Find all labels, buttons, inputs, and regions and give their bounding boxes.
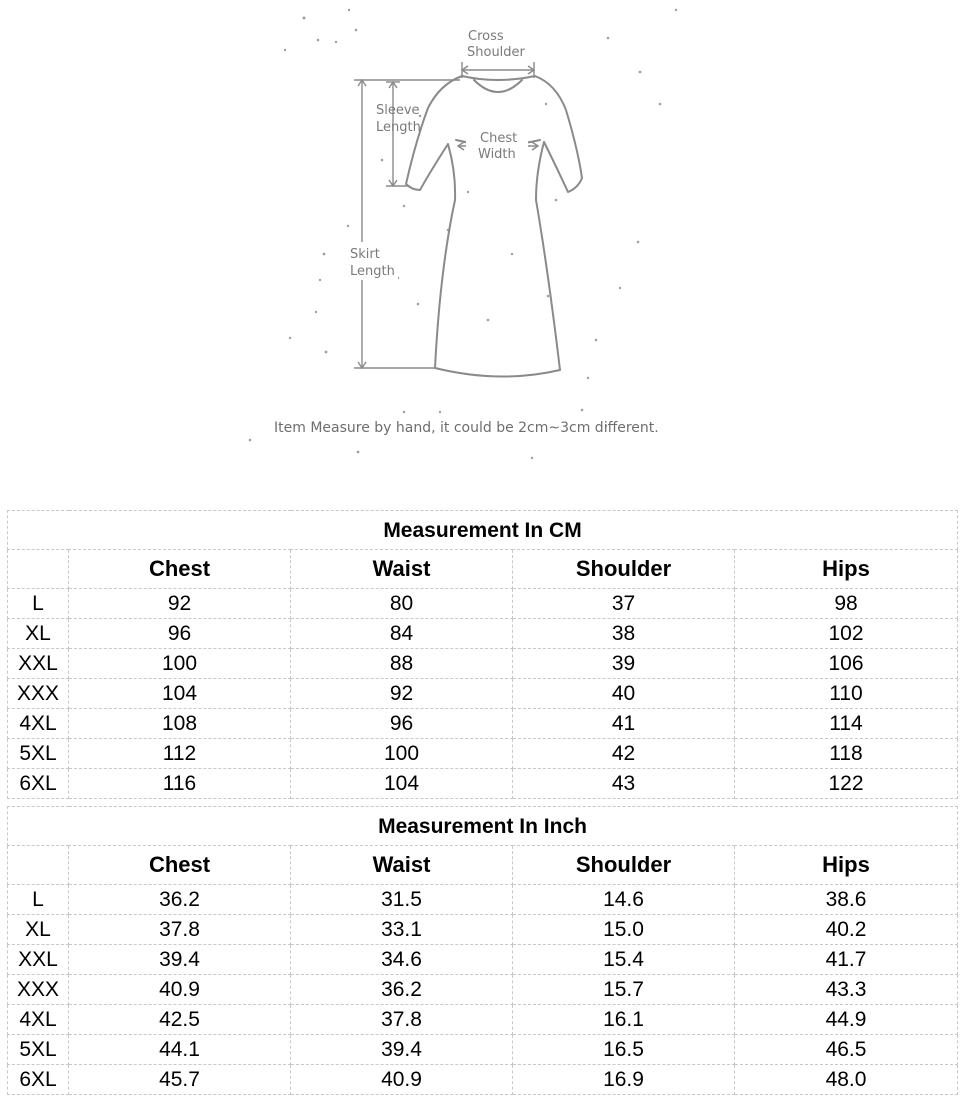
size-cell: L bbox=[8, 589, 69, 619]
column-header: Hips bbox=[735, 550, 958, 589]
value-cell: 14.6 bbox=[513, 885, 735, 915]
value-cell: 104 bbox=[291, 769, 513, 799]
value-cell: 48.0 bbox=[735, 1065, 958, 1095]
value-cell: 46.5 bbox=[735, 1035, 958, 1065]
value-cell: 96 bbox=[69, 619, 291, 649]
table-row bbox=[8, 679, 958, 709]
size-cell: 4XL bbox=[8, 709, 69, 739]
size-cell: 4XL bbox=[8, 1005, 69, 1035]
size-cell: XXX bbox=[8, 975, 69, 1005]
cross-shoulder-label-1: Cross bbox=[468, 29, 504, 44]
value-cell: 88 bbox=[291, 649, 513, 679]
sleeve-length-label-2: Length bbox=[376, 120, 421, 135]
value-cell: 42 bbox=[513, 739, 735, 769]
size-cell: XXL bbox=[8, 945, 69, 975]
value-cell: 15.4 bbox=[513, 945, 735, 975]
size-table-cm bbox=[7, 510, 958, 799]
header-row bbox=[8, 550, 958, 589]
column-header bbox=[8, 846, 69, 885]
table-row bbox=[8, 769, 958, 799]
size-cell: XXX bbox=[8, 679, 69, 709]
value-cell: 110 bbox=[735, 679, 958, 709]
value-cell: 98 bbox=[735, 589, 958, 619]
value-cell: 37.8 bbox=[69, 915, 291, 945]
value-cell: 114 bbox=[735, 709, 958, 739]
value-cell: 16.9 bbox=[513, 1065, 735, 1095]
table-row bbox=[8, 739, 958, 769]
column-header: Waist bbox=[291, 846, 513, 885]
column-header: Waist bbox=[291, 550, 513, 589]
table-row bbox=[8, 1035, 958, 1065]
value-cell: 104 bbox=[69, 679, 291, 709]
chest-width-label-1: Chest bbox=[480, 131, 518, 146]
dress-sketch bbox=[0, 0, 962, 480]
table-row bbox=[8, 885, 958, 915]
column-header: Hips bbox=[735, 846, 958, 885]
value-cell: 41 bbox=[513, 709, 735, 739]
value-cell: 34.6 bbox=[291, 945, 513, 975]
size-cell: 6XL bbox=[8, 769, 69, 799]
value-cell: 96 bbox=[291, 709, 513, 739]
value-cell: 36.2 bbox=[291, 975, 513, 1005]
value-cell: 42.5 bbox=[69, 1005, 291, 1035]
value-cell: 40.9 bbox=[69, 975, 291, 1005]
value-cell: 37 bbox=[513, 589, 735, 619]
value-cell: 45.7 bbox=[69, 1065, 291, 1095]
table-row bbox=[8, 589, 958, 619]
measure-note: Item Measure by hand, it could be 2cm~3cm different. bbox=[274, 420, 659, 436]
value-cell: 33.1 bbox=[291, 915, 513, 945]
value-cell: 40.9 bbox=[291, 1065, 513, 1095]
size-cell: 5XL bbox=[8, 739, 69, 769]
value-cell: 102 bbox=[735, 619, 958, 649]
size-cell: 6XL bbox=[8, 1065, 69, 1095]
value-cell: 112 bbox=[69, 739, 291, 769]
value-cell: 41.7 bbox=[735, 945, 958, 975]
table-row bbox=[8, 619, 958, 649]
value-cell: 43 bbox=[513, 769, 735, 799]
column-header bbox=[8, 550, 69, 589]
value-cell: 40 bbox=[513, 679, 735, 709]
value-cell: 16.1 bbox=[513, 1005, 735, 1035]
value-cell: 40.2 bbox=[735, 915, 958, 945]
value-cell: 100 bbox=[69, 649, 291, 679]
value-cell: 36.2 bbox=[69, 885, 291, 915]
value-cell: 16.5 bbox=[513, 1035, 735, 1065]
column-header: Shoulder bbox=[513, 550, 735, 589]
table-title: Measurement In Inch bbox=[8, 807, 958, 846]
value-cell: 92 bbox=[69, 589, 291, 619]
value-cell: 31.5 bbox=[291, 885, 513, 915]
value-cell: 39.4 bbox=[69, 945, 291, 975]
size-cell: L bbox=[8, 885, 69, 915]
sleeve-length-label-1: Sleeve bbox=[376, 103, 420, 118]
size-table-inch bbox=[7, 806, 958, 1095]
size-cell: 5XL bbox=[8, 1035, 69, 1065]
table-row bbox=[8, 975, 958, 1005]
size-cell: XXL bbox=[8, 649, 69, 679]
table-row bbox=[8, 945, 958, 975]
column-header: Shoulder bbox=[513, 846, 735, 885]
value-cell: 15.7 bbox=[513, 975, 735, 1005]
table-row bbox=[8, 709, 958, 739]
column-header: Chest bbox=[69, 846, 291, 885]
value-cell: 100 bbox=[291, 739, 513, 769]
skirt-length-label-2: Length bbox=[350, 264, 395, 279]
table-row bbox=[8, 649, 958, 679]
value-cell: 80 bbox=[291, 589, 513, 619]
table-row bbox=[8, 1005, 958, 1035]
value-cell: 108 bbox=[69, 709, 291, 739]
value-cell: 44.1 bbox=[69, 1035, 291, 1065]
value-cell: 38.6 bbox=[735, 885, 958, 915]
value-cell: 84 bbox=[291, 619, 513, 649]
value-cell: 116 bbox=[69, 769, 291, 799]
value-cell: 38 bbox=[513, 619, 735, 649]
value-cell: 122 bbox=[735, 769, 958, 799]
skirt-length-label-1: Skirt bbox=[350, 247, 380, 262]
header-row bbox=[8, 846, 958, 885]
value-cell: 39 bbox=[513, 649, 735, 679]
dress-outline bbox=[406, 76, 582, 377]
table-title: Measurement In CM bbox=[8, 511, 958, 550]
value-cell: 44.9 bbox=[735, 1005, 958, 1035]
value-cell: 39.4 bbox=[291, 1035, 513, 1065]
size-cell: XL bbox=[8, 915, 69, 945]
table-row bbox=[8, 1065, 958, 1095]
value-cell: 118 bbox=[735, 739, 958, 769]
value-cell: 43.3 bbox=[735, 975, 958, 1005]
value-cell: 37.8 bbox=[291, 1005, 513, 1035]
chest-width-label-2: Width bbox=[478, 147, 516, 162]
measurement-diagram bbox=[0, 0, 962, 480]
value-cell: 92 bbox=[291, 679, 513, 709]
column-header: Chest bbox=[69, 550, 291, 589]
cross-shoulder-label-2: Shoulder bbox=[467, 45, 525, 60]
table-row bbox=[8, 915, 958, 945]
size-cell: XL bbox=[8, 619, 69, 649]
value-cell: 15.0 bbox=[513, 915, 735, 945]
value-cell: 106 bbox=[735, 649, 958, 679]
